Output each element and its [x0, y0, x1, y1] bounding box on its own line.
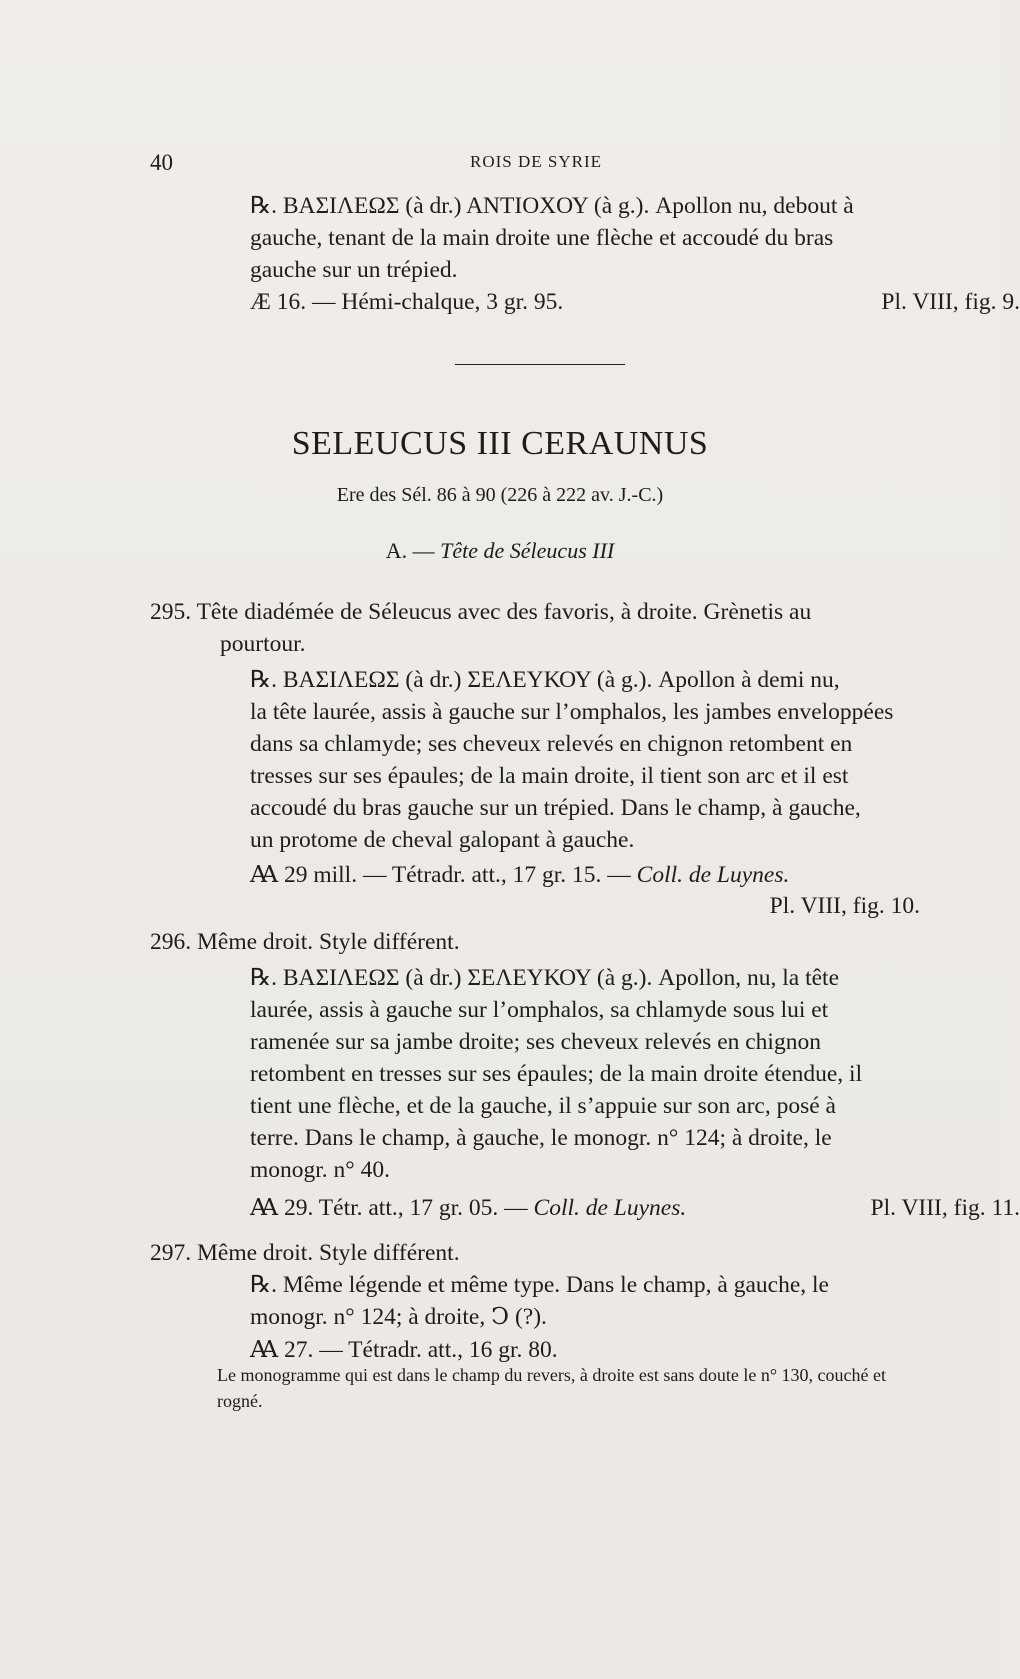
- entry-295-plate: Pl. VIII, fig. 10.: [769, 893, 920, 919]
- page-header: [150, 150, 920, 180]
- top-entry-plate: Pl. VIII, fig. 9.: [881, 289, 1020, 315]
- entry-296-line-1: [150, 926, 920, 958]
- entry-295-metal-line: [150, 859, 1020, 891]
- entry-296-reverse-line-4: tient une flèche, et de la gauche, il s’appuie sur son arc, posé à: [250, 1093, 836, 1119]
- entry-295-reverse-line-1: la tête laurée, assis à gauche sur l’omphalos, les jambes enveloppées: [250, 699, 894, 725]
- entry-296-reverse-line-6: monogr. n° 40.: [250, 1157, 390, 1183]
- entry-296-plate: Pl. VIII, fig. 11.: [870, 1195, 1020, 1221]
- entry-296-reverse-line-3: retombent en tresses sur ses épaules; de la main droite étendue, il: [250, 1061, 863, 1087]
- entry-text: Même droit. Style différent.: [197, 929, 460, 955]
- section-era: Ere des Sél. 86 à 90 (226 à 222 av. J.-C.): [336, 484, 664, 506]
- entry-295-metal: Ꜳ 29 mill. — Tétradr. att., 17 gr. 15. —: [250, 862, 631, 888]
- entry-295-reverse-line-5: un protome de cheval galopant à gauche.: [250, 827, 635, 853]
- top-entry-metal-line: [150, 286, 1020, 318]
- section-divider: [455, 364, 625, 365]
- entry-295-reverse-greek: ℞. ΒΑΣΙΛΕΩΣ (à dr.) ΣΕΛΕΥΚΟΥ (à g.). Apollon à demi nu,: [250, 667, 840, 693]
- entry-296-collection: Coll. de Luynes.: [533, 1195, 687, 1221]
- section-title: SELEUCUS III CERAUNUS: [291, 425, 709, 462]
- entry-297-reverse-line-1: ℞. Même légende et même type. Dans le champ, à gauche, le: [250, 1272, 829, 1298]
- entry-text: Même droit. Style différent.: [197, 1240, 460, 1266]
- entry-number: 297.: [150, 1240, 192, 1266]
- entry-295-reverse-line-4: accoudé du bras gauche sur un trépied. Dans le champ, à gauche,: [250, 795, 861, 821]
- entry-296-reverse-line-2: ramenée sur sa jambe droite; ses cheveux relevés en chignon: [250, 1029, 821, 1055]
- entry-296-metal: Ꜳ 29. Tétr. att., 17 gr. 05. —: [250, 1195, 528, 1221]
- entry-295-collection: Coll. de Luynes.: [636, 862, 790, 888]
- entry-295-reverse-line-2: dans sa chlamyde; ses cheveux relevés en chignon retombent en: [250, 731, 853, 757]
- entry-number: 296.: [150, 929, 192, 955]
- section-subheading-title: Tête de Séleucus III: [440, 538, 615, 563]
- entry-number: 295.: [150, 599, 192, 625]
- section-subheading: [0, 538, 1000, 564]
- entry-295-reverse-line-3: tresses sur ses épaules; de la main droite, il tient son arc et il est: [250, 763, 849, 789]
- entry-296-metal-line: [150, 1192, 1020, 1224]
- entry-296-reverse-line-1: laurée, assis à gauche sur l’omphalos, sa chlamyde sous lui et: [250, 997, 829, 1023]
- top-entry-line-3: gauche sur un trépied.: [250, 257, 458, 283]
- entry-296-reverse-greek: ℞. ΒΑΣΙΛΕΩΣ (à dr.) ΣΕΛΕΥΚΟΥ (à g.). Apollon, nu, la tête: [250, 965, 840, 991]
- footnote: Le monogramme qui est dans le champ du revers, à droite est sans doute le n° 130, couché et rogné.: [217, 1365, 886, 1411]
- entry-297-metal: Ꜳ 27. — Tétradr. att., 16 gr. 80.: [250, 1337, 558, 1363]
- top-entry-metal: Æ 16. — Hémi-chalque, 3 gr. 95.: [250, 289, 564, 315]
- entry-295-line-1: [150, 596, 920, 628]
- entry-296-reverse-line-5: terre. Dans le champ, à gauche, le monogr. n° 124; à droite, le: [250, 1125, 832, 1151]
- entry-297-reverse-line-2: monogr. n° 124; à droite, Ↄ (?).: [250, 1304, 547, 1330]
- running-head: ROIS DE SYRIE: [470, 152, 603, 171]
- top-entry-line-2: gauche, tenant de la main droite une flèche et accoudé du bras: [250, 225, 834, 251]
- entry-297-line-1: [150, 1237, 920, 1269]
- section-subheading-prefix: A. —: [385, 538, 435, 563]
- page-number: 40: [150, 150, 173, 175]
- top-entry-line-1: ℞. ΒΑΣΙΛΕΩΣ (à dr.) ΑΝΤΙΟΧΟΥ (à g.). Apollon nu, debout à: [250, 193, 854, 219]
- entry-text: Tête diadémée de Séleucus avec des favoris, à droite. Grènetis au: [196, 599, 812, 625]
- entry-295-line-2: pourtour.: [220, 631, 306, 657]
